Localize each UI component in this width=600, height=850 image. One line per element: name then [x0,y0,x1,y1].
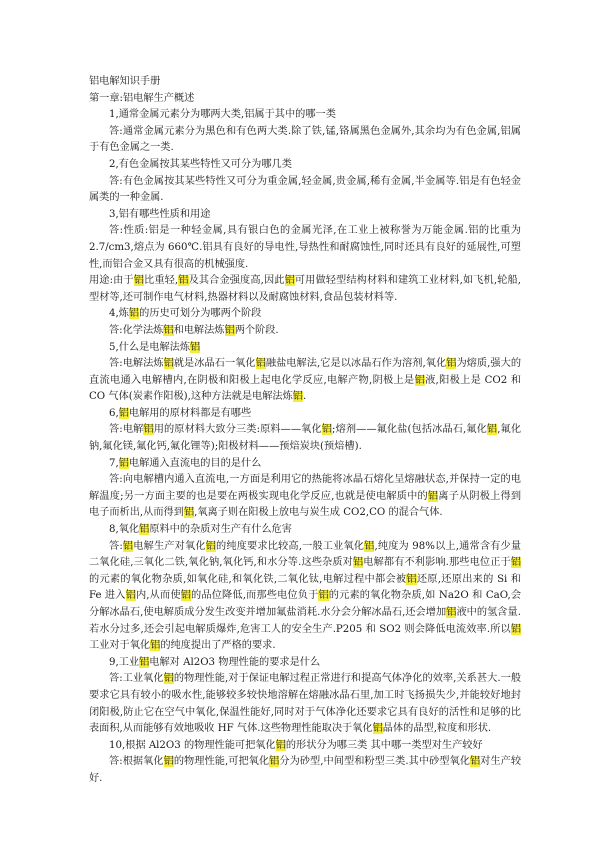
chapter-heading: 第一章:铝电解生产概述 [89,92,195,104]
question-line: 4,炼铝的历史可划分为哪两个阶段 [109,308,262,320]
highlighted-term: 铝 [446,607,457,618]
highlighted-term: 铝 [122,540,134,552]
highlighted-term: 铝 [139,656,150,668]
highlighted-term: 铝 [180,590,192,602]
highlighted-term: 铝 [163,324,174,336]
highlighted-term: 铝 [510,623,521,635]
highlighted-term: 铝 [150,640,161,652]
highlighted-term: 铝 [163,673,174,685]
highlighted-term: 铝 [163,358,174,370]
answer-paragraph: 答:铝电解生产对氧化铝的纯度要求比较高,一般工业氧化铝,纯度为 98%以上,通常含有少量二氧化硅,三氧化二铁,氧化钠,氧化钙,和水分等.这些杂质对铝电解都有不利影响.那些电位正于铝的元素的氧化物杂质,如氧化硅,和氧化铁,二氧化钛,电解过程中都会被铝还原,还原出来的 Si 和 Fe 进入铝内,从而使铝的品位降低,而那些电位负于铝的元素的氧化物杂质,如 Na2O 和 CaO,会分解冰晶石,使电解质成分发生改变并增加氟盐消耗.水分会分解冰晶石,还会增加铝液中的氢含量.若水分过多,还会引起电解质爆炸,危害工人的安全生产.P205 和 SO2 则会降低电流效率.所以铝工业对于氧化铝的纯度提出了严格的要求. [89,540,522,652]
answer-paragraph: 答:化学法炼铝和电解法炼铝两个阶段. [109,324,279,336]
highlighted-term: 铝 [178,275,189,287]
highlighted-term: 铝 [255,358,266,370]
highlighted-term: 铝 [292,391,303,403]
highlighted-term: 铝 [318,590,329,602]
answer-paragraph: 答:有色金属按其某些特性又可分为重金属,轻金属,贵金属,稀有金属,半金属等.铝是有色轻金属类的一种金属. [89,175,521,204]
answer-paragraph: 答:电解铝用的原材料大致分三类:原料——氧化铝;熔剂——氟化盐(包括冰晶石,氟化铝,氟化钠,氟化镁,氟化钙,氟化锂等);阳极材料——预焙炭块(预焙槽). [89,424,522,453]
highlighted-term: 铝 [224,324,235,336]
highlighted-term: 铝 [190,341,201,353]
highlighted-term: 铝 [143,424,154,436]
answer-paragraph: 答:根据氧化铝的物理性能,可把氧化铝分为砂型,中间型和粉型三类.其中砂型氧化铝对生产较好. [89,756,522,784]
highlighted-term: 铝 [284,275,295,287]
highlighted-term: 铝 [269,756,280,768]
highlighted-term: 铝 [321,424,333,436]
highlighted-term: 铝 [183,507,195,519]
highlighted-term: 铝 [139,524,150,536]
question-line: 1,通常金属元素分为哪两大类,铝属于其中的哪一类 [109,109,336,121]
answer-paragraph: 答:性质:铝是一种轻金属,具有银白色的金属光泽,在工业上被称誉为万能金属.铝的比重为 2.7/cm3,熔点为 660℃.铝具有良好的导电性,导热性和耐腐蚀性,同时还具有良好的延展性,可塑性,而铝合金又具有很高的机械强度. [89,225,521,270]
highlighted-term: 铝 [469,756,481,768]
answer-paragraph: 答:通常金属元素分为黑色和有色两大类.除了铁,锰,铬属黑色金属外,其余均为有色金属,铝属于有色金属之一类. [89,125,521,154]
question-line: 8,氧化铝原料中的杂质对生产有什么危害 [109,524,292,536]
highlighted-term: 铝 [510,557,521,569]
highlighted-term: 铝 [446,358,457,370]
question-line: 5,什么是电解法炼铝 [109,341,201,353]
highlighted-term: 铝 [133,275,145,287]
highlighted-term: 铝 [128,308,140,320]
highlighted-term: 铝 [118,407,129,419]
highlighted-term: 铝 [414,374,426,386]
highlighted-term: 铝 [364,540,375,552]
highlighted-term: 铝 [372,723,383,735]
highlighted-term: 铝 [352,557,364,569]
question-line: 6,铝电解用的原材料都是有哪些 [109,407,252,419]
question-line: 2,有色金属按其某些特性又可分为哪几类 [109,158,292,170]
highlighted-term: 铝 [275,739,286,751]
question-line: 3,铝有哪些性质和用途 [109,208,211,220]
question-line: 9,工业铝电解对 Al2O3 物理性能的要求是什么 [109,656,321,668]
answer-paragraph: 答:向电解槽内通入直流电,一方面是利用它的热能将冰晶石熔化呈熔融状态,并保持一定的电解温度;另一方面主要的也是要在两极实现电化学反应,也就是使电解质中的铝离子从阴极上得到电子而析出,从而得到铝,氧离子则在阳极上放电与炭生成 CO2,CO 的混合气体. [89,474,522,519]
highlighted-term: 铝 [406,573,417,585]
highlighted-term: 铝 [205,540,216,552]
highlighted-term: 铝 [427,490,439,502]
question-line: 7,铝电解通入直流电的目的是什么 [109,457,262,469]
answer-paragraph: 答:工业氧化铝的物理性能,对于保证电解过程正常进行和提高气体净化的效率,关系甚大.一般要求它具有较小的吸水性,能够较多较快地溶解在熔融冰晶石里,加工时飞扬损失少,并能较好地封闭阳极,防止它在空气中氧化,保温性能好,同时对于气体净化还要求它具有良好的活性和足够的比表面积,从而能够有效地吸收 HF 气体.这些物理性能取决于氧化铝晶体的晶型,粒度和形状. [89,673,522,735]
highlighted-term: 铝 [125,590,136,602]
document-page [89,74,521,788]
document-title: 铝电解知识手册 [89,76,161,87]
document-body [89,107,521,787]
question-line: 10,根据 Al2O3 的物理性能可把氧化铝的形状分为哪三类 其中哪一类型对生产较好 [109,739,483,751]
highlighted-term: 铝 [486,424,498,436]
answer-paragraph: 答:电解法炼铝就是冰晶石一氧化铝融盐电解法,它是以冰晶石作为溶剂,氧化铝为熔质,强大的直流电通入电解槽内,在阴极和阳极上起电化学反应,电解产物,阴极上是铝液,阳极上是 CO2 和 CO 气体(炭素作阳极),这种方法就是电解法炼铝. [89,358,522,403]
highlighted-term: 铝 [163,756,174,768]
highlighted-term: 铝 [118,457,129,469]
answer-paragraph: 用途:由于铝比重轻,铝及其合金强度高,因此铝可用做轻型结构材料和建筑工业材料,如飞机,轮船,型材等,还可制作电气材料,热器材料以及耐腐蚀材料,食品包装材料等. [89,275,522,303]
